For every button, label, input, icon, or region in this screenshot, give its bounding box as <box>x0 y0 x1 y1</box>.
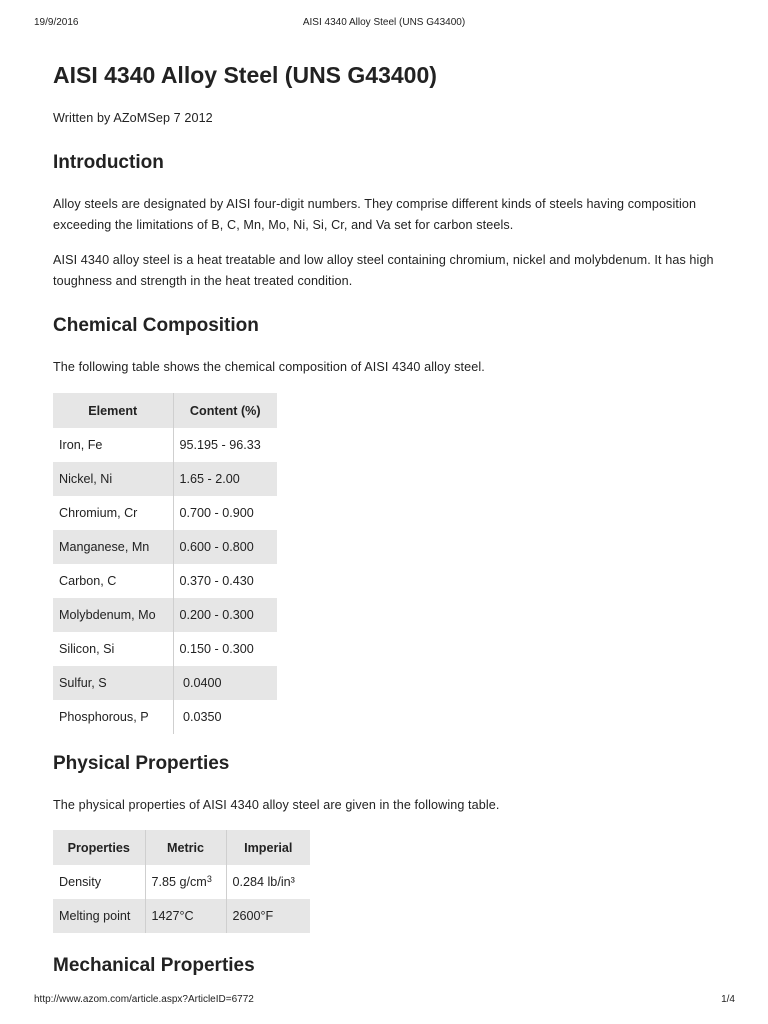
print-header-date: 19/9/2016 <box>34 17 79 28</box>
metric-cell <box>145 899 226 933</box>
metric-superscript: 3 <box>206 874 212 884</box>
table-row <box>53 428 277 462</box>
property-cell: Density <box>59 875 101 889</box>
element-cell: Molybdenum, Mo <box>53 598 173 632</box>
table-row <box>53 865 310 899</box>
metric-value: 7.85 g/cm <box>151 875 207 889</box>
metric-cell <box>145 865 226 899</box>
content-cell: 0.150 - 0.300 <box>173 632 277 666</box>
footer-url-link[interactable]: http://www.azom.com/article.aspx?ArticleID=6772 <box>34 994 254 1005</box>
content-cell: 0.600 - 0.800 <box>173 530 277 564</box>
content-cell: 0.370 - 0.430 <box>173 564 277 598</box>
article-title: AISI 4340 Alloy Steel (UNS G43400) <box>53 62 437 88</box>
mechanical-properties-heading: Mechanical Properties <box>53 955 255 976</box>
content-cell: 0.200 - 0.300 <box>173 598 277 632</box>
element-cell: Chromium, Cr <box>59 506 138 520</box>
table-row <box>53 632 277 666</box>
table-row <box>53 598 277 632</box>
element-cell: Phosphorous, P <box>59 710 149 724</box>
metric-value: 1427°C <box>151 909 194 923</box>
table-row <box>53 530 277 564</box>
column-header: Metric <box>145 830 226 865</box>
table-row <box>53 564 277 598</box>
element-cell: Sulfur, S <box>53 666 173 700</box>
footer-page-number: 1/4 <box>721 994 735 1005</box>
content-cell: 95.195 - 96.33 <box>173 428 277 462</box>
column-header: Imperial <box>226 830 310 865</box>
table-row <box>53 899 310 933</box>
imperial-cell: 2600°F <box>226 899 310 933</box>
property-cell: Melting point <box>53 899 145 933</box>
article-byline: Written by AZoMSep 7 2012 <box>53 111 213 125</box>
content-cell: 0.700 - 0.900 <box>173 496 277 530</box>
element-cell: Manganese, Mn <box>53 530 173 564</box>
table-row <box>53 700 277 734</box>
intro-paragraph-2: AISI 4340 alloy steel is a heat treatable and low alloy steel containing chromium, nickel and molybdenum. It has high toughness and strength in the heat treated condition. <box>53 253 714 288</box>
chemical-composition-description: The following table shows the chemical composition of AISI 4340 alloy steel. <box>53 360 485 374</box>
element-cell: Nickel, Ni <box>53 462 173 496</box>
element-cell: Iron, Fe <box>59 438 103 452</box>
physical-properties-description: The physical properties of AISI 4340 alloy steel are given in the following table. <box>53 798 500 812</box>
table-row <box>53 666 277 700</box>
content-cell: 1.65 - 2.00 <box>173 462 277 496</box>
table-header-row <box>53 830 310 865</box>
chemical-composition-heading: Chemical Composition <box>53 315 259 336</box>
column-header: Properties <box>53 830 145 865</box>
print-header-title: AISI 4340 Alloy Steel (UNS G43400) <box>302 17 466 28</box>
table-header-row <box>53 393 277 428</box>
physical-properties-heading: Physical Properties <box>53 753 230 774</box>
introduction-heading: Introduction <box>53 152 164 173</box>
imperial-cell: 0.284 lb/in³ <box>226 865 310 899</box>
table-row <box>53 496 277 530</box>
column-header: Content (%) <box>173 393 277 428</box>
element-cell: Silicon, Si <box>59 642 115 656</box>
element-cell: Carbon, C <box>59 574 117 588</box>
chemical-composition-table <box>53 393 277 734</box>
table-row <box>53 462 277 496</box>
column-header: Element <box>53 393 173 428</box>
physical-properties-table <box>53 830 310 933</box>
content-cell: 0.0350 <box>173 700 277 734</box>
intro-paragraph-1: Alloy steels are designated by AISI four-digit numbers. They comprise different kinds of steels having composition exceeding the limitations of B, C, Mn, Mo, Ni, Si, Cr, and Va set for carbon steels. <box>53 197 697 232</box>
content-cell: 0.0400 <box>173 666 277 700</box>
